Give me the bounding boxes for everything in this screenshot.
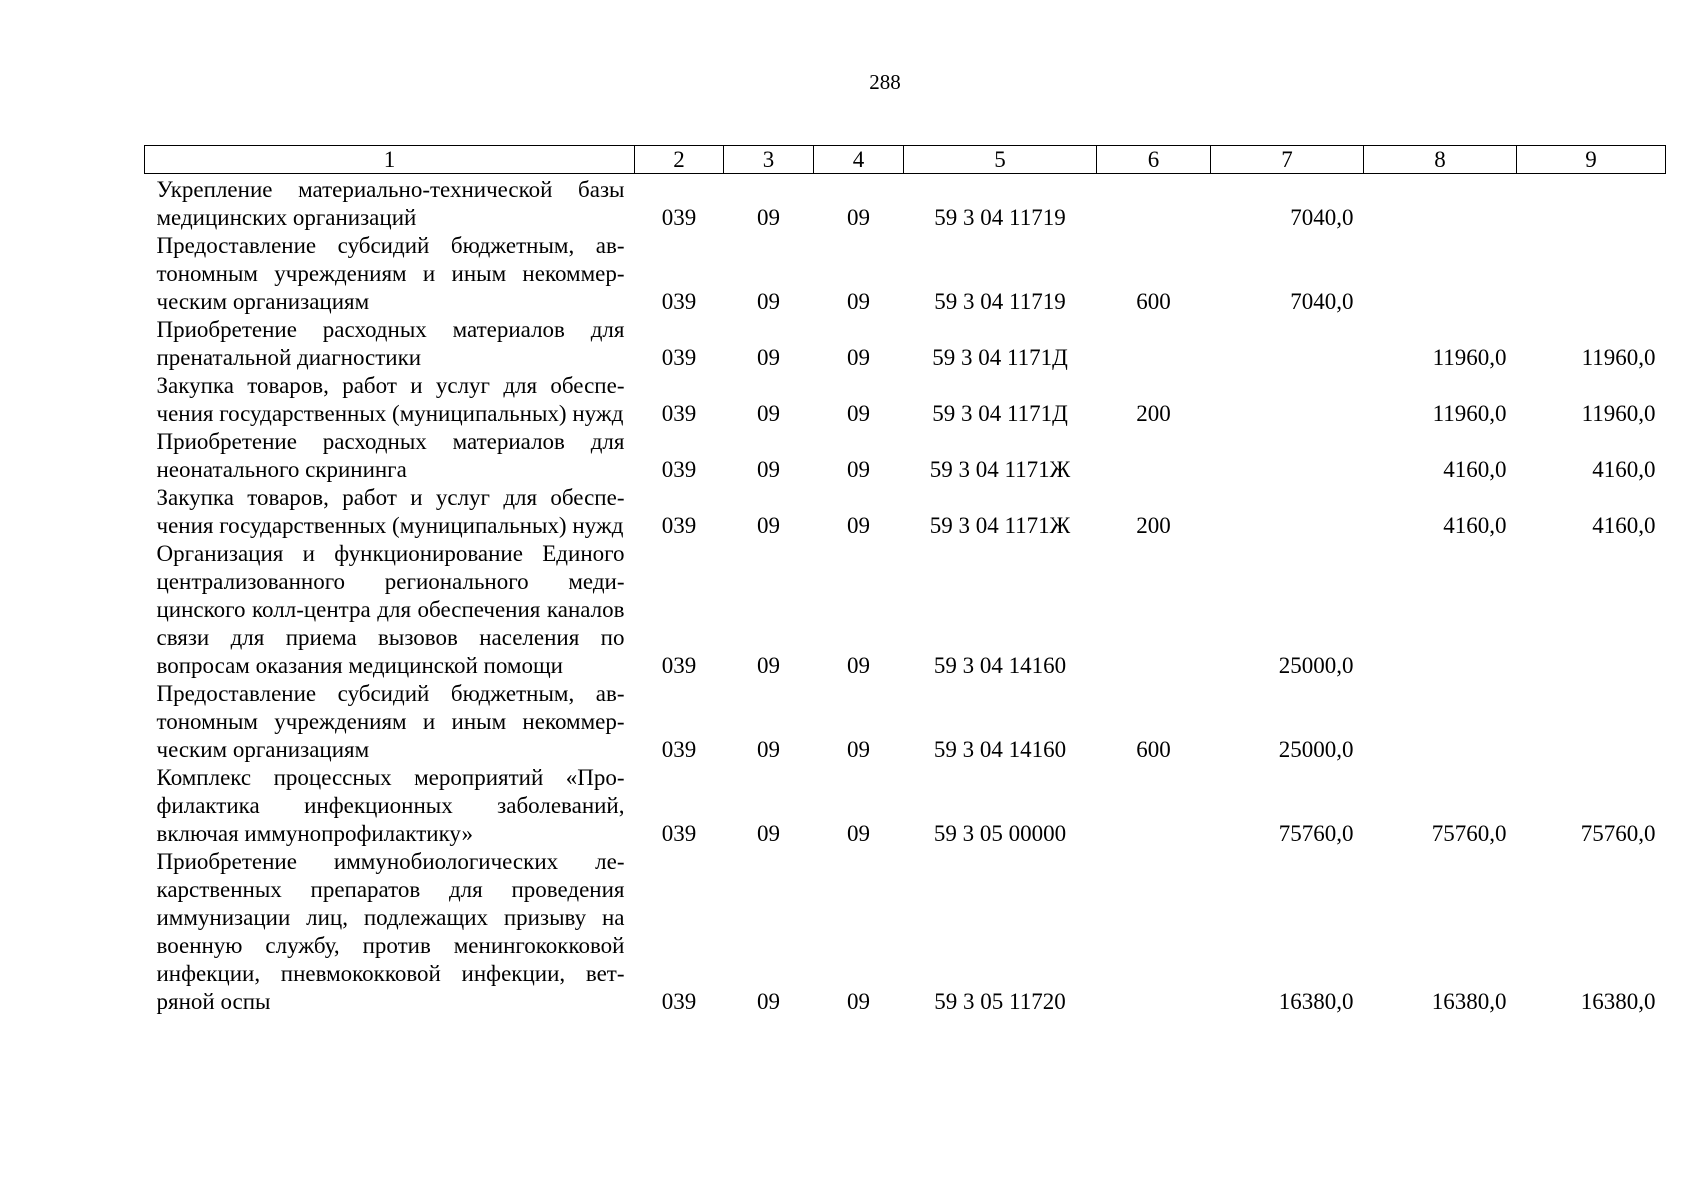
amount-col9-cell: 4160,0 xyxy=(1592,457,1656,482)
gr-code-cell: 039 xyxy=(661,401,697,426)
section-code-cell: 09 xyxy=(757,737,780,762)
amount-col7-cell: 16380,0 xyxy=(1278,989,1354,1014)
amount-col8-cell: 16380,0 xyxy=(1431,989,1507,1014)
amount-col9-cell xyxy=(1517,540,1666,680)
gr-code-cell: 039 xyxy=(661,737,697,762)
table-row xyxy=(145,848,1666,1016)
expense-type-cell xyxy=(1097,428,1211,484)
gr-code-cell: 039 xyxy=(661,989,697,1014)
subsection-code-cell: 09 xyxy=(847,989,870,1014)
column-header: 5 xyxy=(904,146,1097,174)
expense-type-cell: 200 xyxy=(1136,513,1171,538)
column-header: 8 xyxy=(1364,146,1517,174)
gr-code-cell: 039 xyxy=(661,345,697,370)
expense-type-cell: 600 xyxy=(1136,289,1171,314)
row-name-cell: Комплекс процессных мероприятий «Профилактика инфекционных заболеваний, включая иммунопрофилактику» xyxy=(156,765,625,846)
table-row xyxy=(145,372,1666,428)
table-row xyxy=(145,764,1666,848)
row-name-cell: Закупка товаров, работ и услуг для обеспечения государственных (муниципальных) нужд xyxy=(156,373,625,426)
gr-code-cell: 039 xyxy=(661,821,697,846)
expense-type-cell: 600 xyxy=(1136,737,1171,762)
amount-col7-cell: 7040,0 xyxy=(1290,205,1354,230)
amount-col9-cell: 4160,0 xyxy=(1592,513,1656,538)
amount-col9-cell: 11960,0 xyxy=(1581,401,1656,426)
subsection-code-cell: 09 xyxy=(847,345,870,370)
amount-col8-cell: 75760,0 xyxy=(1431,821,1507,846)
subsection-code-cell: 09 xyxy=(847,653,870,678)
section-code-cell: 09 xyxy=(757,401,780,426)
column-header: 9 xyxy=(1517,146,1666,174)
column-header: 4 xyxy=(814,146,904,174)
table-row xyxy=(145,174,1666,233)
amount-col9-cell: 75760,0 xyxy=(1580,821,1656,846)
target-article-cell: 59 3 04 14160 xyxy=(933,737,1067,762)
section-code-cell: 09 xyxy=(757,821,780,846)
page-number: 288 xyxy=(869,70,901,94)
table-row xyxy=(145,540,1666,680)
column-header: 3 xyxy=(724,146,814,174)
amount-col7-cell: 25000,0 xyxy=(1278,653,1354,678)
subsection-code-cell: 09 xyxy=(847,289,870,314)
target-article-cell: 59 3 05 11720 xyxy=(934,989,1066,1014)
table-row xyxy=(145,484,1666,540)
amount-col8-cell: 4160,0 xyxy=(1443,457,1507,482)
subsection-code-cell: 09 xyxy=(847,205,870,230)
row-name-cell: Предоставление субсидий бюджетным, автономным учреждениям и иным некоммерческим организациям xyxy=(156,681,625,762)
target-article-cell: 59 3 04 14160 xyxy=(933,653,1067,678)
amount-col9-cell xyxy=(1517,174,1666,233)
amount-col7-cell: 25000,0 xyxy=(1278,737,1354,762)
row-name-cell: Приобретение расходных материалов для пренатальной диагностики xyxy=(156,317,625,370)
amount-col8-cell xyxy=(1364,540,1517,680)
row-name-cell: Закупка товаров, работ и услуг для обеспечения государственных (муниципальных) нужд xyxy=(156,485,625,538)
column-header: 7 xyxy=(1211,146,1364,174)
amount-col7-cell: 7040,0 xyxy=(1290,289,1354,314)
budget-table xyxy=(144,145,1666,1016)
amount-col9-cell: 11960,0 xyxy=(1581,345,1656,370)
section-code-cell: 09 xyxy=(757,513,780,538)
amount-col8-cell xyxy=(1364,680,1517,764)
table-row xyxy=(145,428,1666,484)
target-article-cell: 59 3 04 11719 xyxy=(934,289,1066,314)
target-article-cell: 59 3 04 11719 xyxy=(934,205,1066,230)
expense-type-cell xyxy=(1097,174,1211,233)
section-code-cell: 09 xyxy=(757,345,780,370)
table-row xyxy=(145,316,1666,372)
column-header: 2 xyxy=(635,146,724,174)
section-code-cell: 09 xyxy=(757,457,780,482)
table-row xyxy=(145,680,1666,764)
target-article-cell: 59 3 05 00000 xyxy=(933,821,1067,846)
gr-code-cell: 039 xyxy=(661,653,697,678)
gr-code-cell: 039 xyxy=(661,289,697,314)
column-number-row xyxy=(145,146,1666,174)
subsection-code-cell: 09 xyxy=(847,821,870,846)
row-name-cell: Организация и функционирование Единого централизованного регионального медицинского колл-центра для обеспечения каналов связи для приема вызовов населения по вопросам оказания медицинской помощи xyxy=(156,541,625,678)
amount-col9-cell: 16380,0 xyxy=(1580,989,1656,1014)
expense-type-cell xyxy=(1097,764,1211,848)
expense-type-cell: 200 xyxy=(1136,401,1171,426)
amount-col8-cell: 11960,0 xyxy=(1432,401,1507,426)
amount-col9-cell xyxy=(1517,232,1666,316)
gr-code-cell: 039 xyxy=(661,513,697,538)
gr-code-cell: 039 xyxy=(661,205,697,230)
row-name-cell: Приобретение иммунобиологических лекарственных препаратов для проведения иммунизации лиц, подлежащих призыву на военную службу, против менингококковой инфекции, пневмококковой инфекции, ветряной оспы xyxy=(156,849,625,1014)
amount-col7-cell: 75760,0 xyxy=(1278,821,1354,846)
expense-type-cell xyxy=(1097,848,1211,1016)
target-article-cell: 59 3 04 1171Ж xyxy=(929,513,1071,538)
expense-type-cell xyxy=(1097,540,1211,680)
row-name-cell: Предоставление субсидий бюджетным, автономным учреждениям и иным некоммерческим организациям xyxy=(156,233,625,314)
subsection-code-cell: 09 xyxy=(847,457,870,482)
amount-col7-cell xyxy=(1211,484,1364,540)
target-article-cell: 59 3 04 1171Д xyxy=(932,401,1068,426)
amount-col8-cell: 11960,0 xyxy=(1432,345,1507,370)
expense-type-cell xyxy=(1097,316,1211,372)
target-article-cell: 59 3 04 1171Д xyxy=(932,345,1068,370)
amount-col7-cell xyxy=(1211,428,1364,484)
section-code-cell: 09 xyxy=(757,653,780,678)
amount-col8-cell: 4160,0 xyxy=(1443,513,1507,538)
section-code-cell: 09 xyxy=(757,989,780,1014)
amount-col8-cell xyxy=(1364,174,1517,233)
column-header: 1 xyxy=(145,146,635,174)
amount-col8-cell xyxy=(1364,232,1517,316)
column-header: 6 xyxy=(1097,146,1211,174)
row-name-cell: Приобретение расходных материалов для неонатального скрининга xyxy=(156,429,625,482)
row-name-cell: Укрепление материально-технической базы медицинских организаций xyxy=(156,177,625,230)
table-row xyxy=(145,232,1666,316)
section-code-cell: 09 xyxy=(757,289,780,314)
amount-col7-cell xyxy=(1211,316,1364,372)
section-code-cell: 09 xyxy=(757,205,780,230)
subsection-code-cell: 09 xyxy=(847,513,870,538)
subsection-code-cell: 09 xyxy=(847,737,870,762)
subsection-code-cell: 09 xyxy=(847,401,870,426)
amount-col7-cell xyxy=(1211,372,1364,428)
amount-col9-cell xyxy=(1517,680,1666,764)
gr-code-cell: 039 xyxy=(661,457,697,482)
target-article-cell: 59 3 04 1171Ж xyxy=(929,457,1071,482)
